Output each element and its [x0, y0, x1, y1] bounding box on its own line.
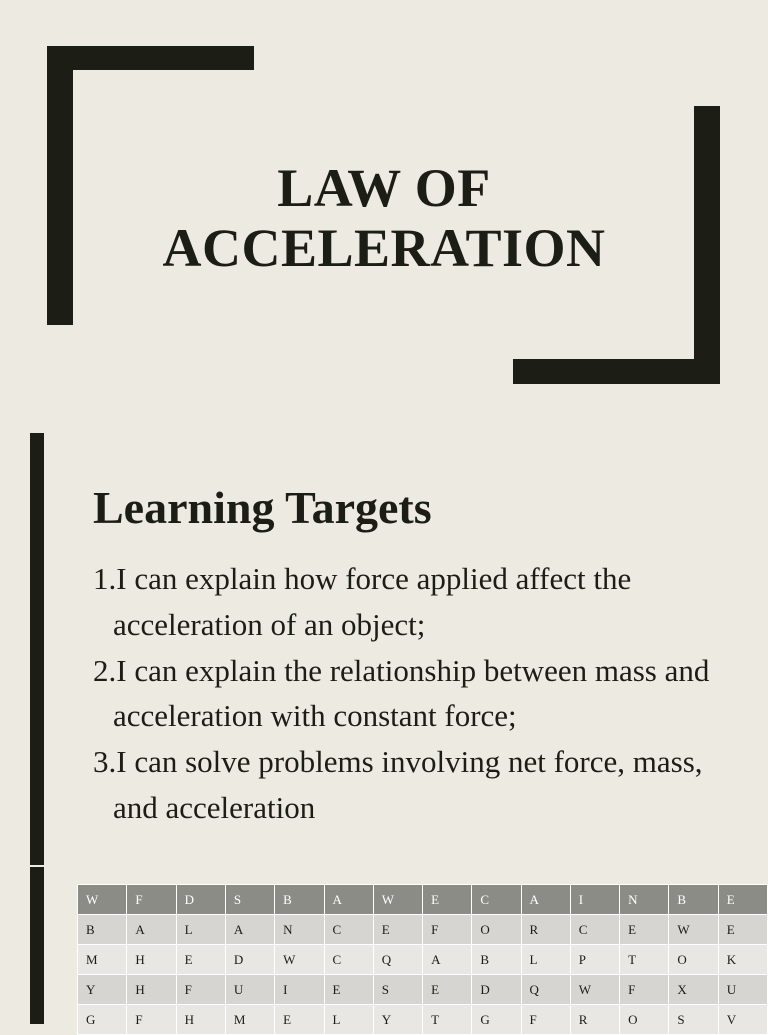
word-search-cell: G [472, 1005, 521, 1035]
word-search-cell: M [225, 1005, 274, 1035]
word-search-cell: Y [78, 975, 127, 1005]
word-search-cell: W [275, 945, 324, 975]
word-search-cell: A [225, 915, 274, 945]
word-search-cell: C [324, 915, 373, 945]
word-search-cell: E [718, 915, 767, 945]
word-search-header-cell: A [521, 885, 570, 915]
word-search-header-cell: W [373, 885, 422, 915]
word-search-cell: V [718, 1005, 767, 1035]
word-search-cell: O [620, 1005, 669, 1035]
word-search-cell: B [78, 915, 127, 945]
word-search-header-cell: E [718, 885, 767, 915]
word-search-row [78, 915, 768, 945]
word-search-header-cell: D [176, 885, 225, 915]
word-search-cell: I [275, 975, 324, 1005]
slide-title [0, 158, 768, 278]
word-search-header-cell: A [324, 885, 373, 915]
learning-target-3: 3.I can solve problems involving net force, mass, and acceleration [93, 744, 703, 825]
word-search-cell: Q [521, 975, 570, 1005]
word-search-cell: E [324, 975, 373, 1005]
word-search-cell: C [324, 945, 373, 975]
word-search-grid [77, 884, 768, 1035]
word-search-cell: L [176, 915, 225, 945]
word-search-cell: L [521, 945, 570, 975]
word-search-cell: S [373, 975, 422, 1005]
word-search-cell: T [423, 1005, 472, 1035]
word-search-cell: Y [373, 1005, 422, 1035]
word-search-header-cell: N [620, 885, 669, 915]
word-search-cell: W [570, 975, 619, 1005]
frame-top-left-horizontal [47, 46, 254, 70]
word-search-cell: U [718, 975, 767, 1005]
word-search-cell: T [620, 945, 669, 975]
word-search-cell: R [570, 1005, 619, 1035]
slide-title-line-2: ACCELERATION [162, 218, 606, 278]
word-search-row [78, 945, 768, 975]
learning-target-1: 1.I can explain how force applied affect the acceleration of an object; [93, 561, 632, 642]
word-search-cell: Q [373, 945, 422, 975]
word-search-header-cell: C [472, 885, 521, 915]
word-search-header-cell: B [275, 885, 324, 915]
word-search-cell: O [669, 945, 718, 975]
word-search-cell: E [176, 945, 225, 975]
word-search-cell: F [620, 975, 669, 1005]
word-search-cell: F [176, 975, 225, 1005]
word-search-header-cell: E [423, 885, 472, 915]
word-search-cell: E [275, 1005, 324, 1035]
word-search-cell: F [127, 1005, 176, 1035]
word-search-cell: O [472, 915, 521, 945]
learning-targets-list [93, 556, 753, 831]
word-search-row [78, 1005, 768, 1035]
word-search-cell: X [669, 975, 718, 1005]
word-search-cell: A [423, 945, 472, 975]
word-search-cell: E [373, 915, 422, 945]
word-search-cell: A [127, 915, 176, 945]
word-search-cell: F [423, 915, 472, 945]
word-search-cell: E [620, 915, 669, 945]
word-search-header-cell: F [127, 885, 176, 915]
word-search-cell: B [472, 945, 521, 975]
slide-title-line-1: LAW OF [277, 158, 491, 218]
word-search-cell: P [570, 945, 619, 975]
word-search-cell: L [324, 1005, 373, 1035]
word-search-cell: C [570, 915, 619, 945]
word-search-cell: D [225, 945, 274, 975]
word-search-cell: H [176, 1005, 225, 1035]
word-search-header-row [78, 885, 768, 915]
slide2-accent-bar [30, 433, 44, 865]
word-search-cell: K [718, 945, 767, 975]
word-search-cell: U [225, 975, 274, 1005]
word-search-cell: M [78, 945, 127, 975]
word-search-cell: E [423, 975, 472, 1005]
learning-target-2: 2.I can explain the relationship between mass and acceleration with constant force; [93, 652, 710, 733]
word-search-row [78, 975, 768, 1005]
word-search-cell: S [669, 1005, 718, 1035]
word-search-header-cell: B [669, 885, 718, 915]
word-search-cell: F [521, 1005, 570, 1035]
word-search-cell: N [275, 915, 324, 945]
slide3-accent-bar [30, 867, 44, 1024]
frame-bottom-right-horizontal [513, 359, 720, 384]
word-search-cell: W [669, 915, 718, 945]
word-search-header-cell: I [570, 885, 619, 915]
word-search-header-cell: S [225, 885, 274, 915]
word-search-cell: H [127, 975, 176, 1005]
word-search-cell: D [472, 975, 521, 1005]
word-search-cell: R [521, 915, 570, 945]
word-search-cell: H [127, 945, 176, 975]
learning-targets-heading: Learning Targets [93, 482, 432, 533]
word-search-header-cell: W [78, 885, 127, 915]
word-search-cell: G [78, 1005, 127, 1035]
